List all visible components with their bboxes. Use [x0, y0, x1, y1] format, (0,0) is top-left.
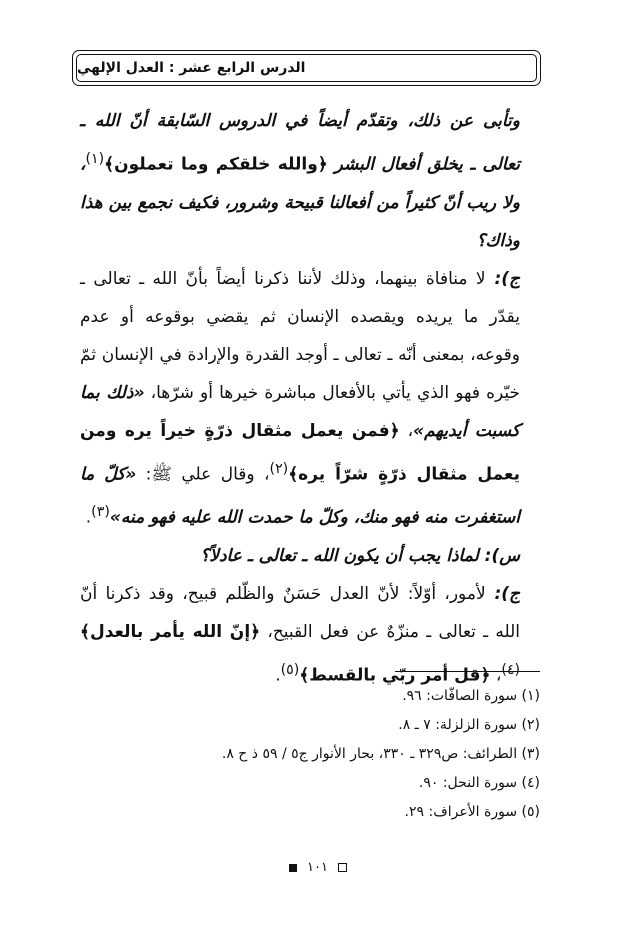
running-header-inner — [76, 54, 537, 82]
answer-label: ج): — [485, 268, 520, 289]
main-text — [80, 102, 520, 695]
ali-attribution: ، وقال علي ﷺ: — [136, 464, 270, 485]
running-header-title: الدرس الرابع عشر : العدل الإلهي — [77, 60, 306, 76]
separator-comma: ، — [399, 420, 414, 441]
question-paragraph-2 — [80, 537, 520, 575]
footnote-ref: (٣) — [91, 504, 110, 521]
footnote-item: (٣) الطرائف: ص٣٢٩ ـ ٣٣٠، بحار الأنوار ج٥ / ٥٩ ذ ح ٨. — [221, 746, 540, 762]
empty-square-icon — [338, 863, 347, 872]
footnote-item: (٢) سورة الزلزلة: ٧ ـ ٨. — [398, 717, 540, 733]
separator-comma: ، — [490, 665, 502, 686]
question-text: س): لماذا يجب أن يكون الله ـ تعالى ـ عادلاً؟ — [200, 545, 520, 566]
answer-paragraph-2 — [80, 575, 520, 695]
footnotes — [140, 682, 540, 827]
footnote-ref: (٢) — [269, 460, 289, 477]
footnote-item: (١) سورة الصافّات: ٩٦. — [402, 688, 540, 704]
hadith-quote: «كلّ ما استغفرت منه فهو منك، وكلّ ما حمدت الله عليه فهو منه» — [80, 464, 520, 528]
page-footer — [0, 860, 636, 875]
sentence-end: . — [85, 507, 92, 528]
quran-verse: ﴿فمن يعمل مثقال ذرّةٍ خيراً يره ومن يعمل مثقال ذرّةٍ شرّاً يره﴾ — [80, 420, 520, 485]
running-header-frame — [72, 50, 541, 86]
page-number: ١٠١ — [307, 860, 328, 875]
answer-text: لأمور، أوّلاً: لأنّ العدل حَسَنٌ والظّلم قبيح، وقد ذكرنا أنّ الله ـ تعالى ـ منزّهٌ عن فعل القبيح، — [80, 583, 520, 642]
filled-square-icon — [289, 864, 297, 872]
footnote-separator — [395, 671, 540, 672]
question-text-end: ، ولا ريب أنّ كثيراً من أفعالنا قبيحة وشرور، فكيف نجمع بين هذا وذاك؟ — [80, 154, 520, 251]
footnote-ref: (٤) — [501, 661, 520, 678]
quran-verse: ﴿قل أمر ربّي بالقسط﴾ — [299, 665, 491, 686]
question-paragraph-1 — [80, 102, 520, 260]
footnote-item: (٤) سورة النحل: ٩٠. — [418, 775, 540, 791]
footnote-item: (٥) سورة الأعراف: ٢٩. — [404, 804, 540, 820]
quran-quote: «ذلك بما كسبت أيديهم» — [80, 382, 520, 441]
sentence-end: . — [275, 665, 281, 686]
footnote-ref: (٥) — [280, 661, 300, 678]
answer-text: لا منافاة بينهما، وذلك لأننا ذكرنا أيضاً بأنّ الله ـ تعالى ـ يقدّر ما يريده ويقصده الإنسان ثم يقضي بوقوعه أو عدم وقوعه، بمعنى أنّه ـ تعالى ـ أوجد القدرة والإرادة في الإنسان ثمّ خيّره فهو الذي يأتي بالأفعال مباشرة خيرها أو شرّها، — [80, 268, 520, 403]
quran-verse: ﴿والله خلقكم وما تعملون﴾ — [104, 154, 328, 175]
answer-paragraph-1 — [80, 260, 520, 537]
footnote-ref: (١) — [85, 151, 105, 167]
answer-label: ج): — [485, 583, 520, 604]
question-text: وتأبى عن ذلك، وتقدّم أيضاً في الدروس السّابقة أنّ الله ـ تعالى ـ يخلق أفعال البشر — [80, 111, 521, 175]
quran-verse: ﴿إنّ الله يأمر بالعدل﴾ — [80, 621, 261, 642]
